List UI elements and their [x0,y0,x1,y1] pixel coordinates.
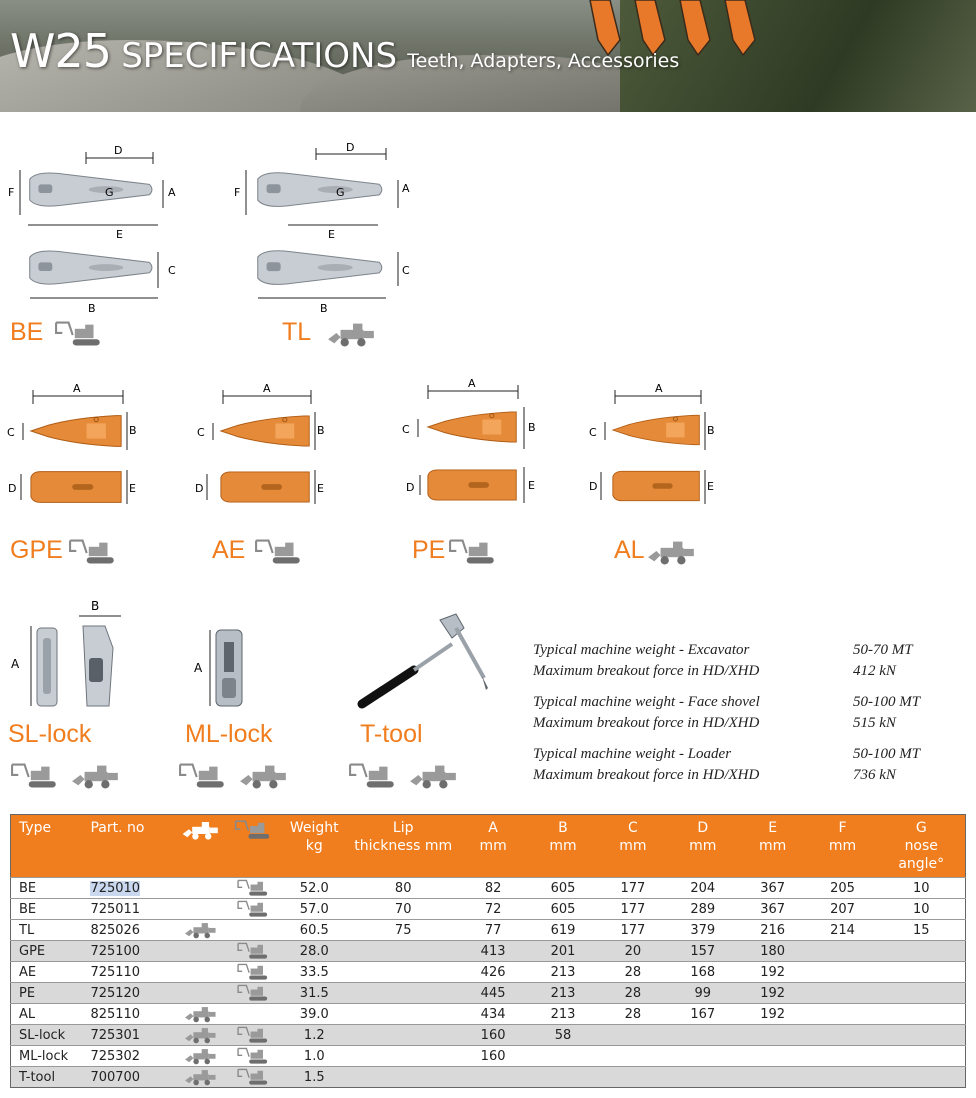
svg-text:A: A [73,382,81,395]
cell-b: 605 [528,899,598,920]
cell-a: 82 [458,878,528,899]
cell-part-no: 725120 [82,983,174,1004]
col-d: D mm [668,815,738,878]
cell-a: 160 [458,1046,528,1067]
cell-b: 58 [528,1025,598,1046]
cell-type: ML-lock [11,1046,83,1067]
spec-value: 736 kN [853,767,896,783]
col-g: G nose angle° [877,815,965,878]
cell-c: 28 [598,962,668,983]
spec-label: Typical machine weight - Face shovel [533,694,760,710]
cell-type: BE [11,899,83,920]
cell-weight: 39.0 [280,1004,348,1025]
cell-a: 426 [458,962,528,983]
excavator-cell [228,1025,280,1046]
cell-lip [348,941,458,962]
cell-f [808,962,878,983]
cell-e: 216 [738,920,808,941]
excavator-icon [235,1026,273,1044]
svg-text:D: D [195,482,204,495]
svg-text:D: D [406,481,415,494]
cell-c [598,1067,668,1088]
excavator-cell [228,941,280,962]
cell-d: 99 [668,983,738,1004]
ae-diagram [193,378,333,508]
cell-lip [348,1046,458,1067]
svg-text:G: G [105,186,114,199]
excavator-icon [10,762,62,790]
svg-text:C: C [402,264,410,277]
loader-icon [182,1026,220,1044]
cell-c: 177 [598,878,668,899]
table-header-row [11,815,966,878]
excavator-cell [228,1067,280,1088]
cell-part-no: 725100 [82,941,174,962]
spec-group-excavator [533,640,953,682]
loader-icon [181,819,221,841]
loader-icon [238,762,290,790]
excavator-icon [235,942,273,960]
excavator-icon [68,538,120,566]
cell-type: BE [11,878,83,899]
col-part-no: Part. no [82,815,174,878]
svg-text:A: A [194,661,203,675]
cell-type: TL [11,920,83,941]
svg-text:E: E [528,479,535,492]
cell-a: 445 [458,983,528,1004]
cell-g: 15 [877,920,965,941]
loader-cell [174,983,228,1004]
cell-c: 177 [598,920,668,941]
be-diagram [8,140,188,315]
spec-label: Maximum breakout force in HD/XHD [533,767,760,783]
cell-g [877,1004,965,1025]
cell-b: 213 [528,1004,598,1025]
cell-a: 72 [458,899,528,920]
col-loader [174,815,228,878]
svg-text:G: G [336,186,345,199]
cell-b: 213 [528,962,598,983]
cell-b: 213 [528,983,598,1004]
cell-a: 160 [458,1025,528,1046]
cell-a: 434 [458,1004,528,1025]
cell-b: 605 [528,878,598,899]
spec-label: Typical machine weight - Excavator [533,642,750,658]
cell-c: 28 [598,1004,668,1025]
cell-d [668,1067,738,1088]
cell-f [808,1025,878,1046]
spec-label: Maximum breakout force in HD/XHD [533,663,760,679]
cell-type: PE [11,983,83,1004]
cell-f [808,983,878,1004]
cell-g [877,1025,965,1046]
machine-specs [533,640,953,796]
spec-value: 515 kN [853,715,896,731]
svg-text:D: D [346,141,355,154]
cell-part-no: 725110 [82,962,174,983]
loader-icon [182,1047,220,1065]
svg-text:F: F [8,186,15,199]
cell-f [808,1004,878,1025]
loader-cell [174,1025,228,1046]
col-f: F mm [808,815,878,878]
excavator-cell [228,920,280,941]
cell-c [598,1025,668,1046]
cell-weight: 31.5 [280,983,348,1004]
excavator-icon [235,984,273,1002]
table-row [11,920,966,941]
excavator-icon [254,538,306,566]
spec-value: 412 kN [853,663,896,679]
t-tool-diagram [352,608,502,713]
cell-weight: 57.0 [280,899,348,920]
svg-text:A: A [468,377,476,390]
cell-g: 10 [877,878,965,899]
cell-g: 10 [877,899,965,920]
cell-lip: 75 [348,920,458,941]
ml-lock-diagram [192,622,262,712]
gpe-label: GPE [10,536,63,564]
svg-text:C: C [168,264,176,277]
svg-text:B: B [91,599,100,613]
cell-weight: 1.2 [280,1025,348,1046]
cell-lip: 70 [348,899,458,920]
svg-text:B: B [317,424,325,437]
cell-g [877,1067,965,1088]
gpe-diagram [5,378,145,508]
svg-text:C: C [402,423,410,436]
svg-text:E: E [317,482,324,495]
cell-part-no: 725011 [82,899,174,920]
tl-label: TL [282,318,312,346]
cell-d: 167 [668,1004,738,1025]
col-type: Type [11,815,83,878]
cell-f [808,1067,878,1088]
cell-a: 77 [458,920,528,941]
cell-f [808,1046,878,1067]
loader-cell [174,962,228,983]
cell-weight: 52.0 [280,878,348,899]
cell-d: 379 [668,920,738,941]
cell-b: 619 [528,920,598,941]
svg-text:E: E [328,228,335,241]
svg-text:B: B [88,302,96,315]
cell-lip [348,1004,458,1025]
cell-d: 289 [668,899,738,920]
cell-e: 192 [738,983,808,1004]
header-banner [0,0,976,112]
loader-cell [174,878,228,899]
cell-f: 214 [808,920,878,941]
cell-b [528,1046,598,1067]
selected-text[interactable]: 725010 [90,880,141,896]
sl-lock-diagram [5,598,135,713]
cell-g [877,1046,965,1067]
col-excavator [228,815,280,878]
cell-c: 177 [598,899,668,920]
table-row [11,878,966,899]
loader-cell [174,1067,228,1088]
loader-cell [174,920,228,941]
cell-part-no: 700700 [82,1067,174,1088]
cell-g [877,941,965,962]
cell-part-no: 725302 [82,1046,174,1067]
cell-lip [348,1067,458,1088]
pe-label: PE [412,536,446,564]
svg-text:D: D [8,482,17,495]
spec-value: 50-70 MT [853,642,913,658]
excavator-icon [235,900,273,918]
cell-weight: 33.5 [280,962,348,983]
table-row [11,899,966,920]
cell-weight: 28.0 [280,941,348,962]
cell-type: GPE [11,941,83,962]
loader-icon [646,538,698,566]
table-row [11,1067,966,1088]
svg-text:E: E [116,228,123,241]
svg-text:A: A [263,382,271,395]
excavator-cell [228,1046,280,1067]
excavator-cell [228,983,280,1004]
loader-icon [408,762,460,790]
excavator-icon [235,1047,273,1065]
excavator-icon [178,762,230,790]
cell-a [458,1067,528,1088]
loader-icon [182,1005,220,1023]
ae-label: AE [212,536,246,564]
svg-text:C: C [589,426,597,439]
cell-d: 204 [668,878,738,899]
cell-lip [348,1025,458,1046]
cell-b: 201 [528,941,598,962]
cell-lip: 80 [348,878,458,899]
col-c: C mm [598,815,668,878]
cell-lip [348,983,458,1004]
cell-part-no: 725301 [82,1025,174,1046]
svg-text:C: C [197,426,205,439]
spec-value: 50-100 MT [853,694,921,710]
cell-c: 28 [598,983,668,1004]
spec-group-loader [533,744,953,786]
loader-cell [174,1046,228,1067]
cell-weight: 60.5 [280,920,348,941]
ml-lock-label: ML-lock [185,720,273,748]
cell-f: 207 [808,899,878,920]
excavator-icon [235,963,273,981]
svg-text:D: D [114,144,123,157]
cell-e: 192 [738,962,808,983]
table-row [11,1004,966,1025]
svg-text:A: A [402,182,410,195]
spec-label: Typical machine weight - Loader [533,746,732,762]
excavator-cell [228,962,280,983]
sl-lock-label: SL-lock [8,720,92,748]
excavator-cell [228,1004,280,1025]
cell-d: 168 [668,962,738,983]
loader-cell [174,899,228,920]
svg-text:B: B [707,424,715,437]
cell-f [808,941,878,962]
cell-d [668,1025,738,1046]
cell-e [738,1046,808,1067]
loader-icon [182,921,220,939]
al-label: AL [614,536,645,564]
spec-group-face-shovel [533,692,953,734]
table-row [11,983,966,1004]
svg-text:A: A [11,657,20,671]
cell-b [528,1067,598,1088]
cell-e [738,1067,808,1088]
svg-text:E: E [129,482,136,495]
svg-text:B: B [528,421,536,434]
cell-e: 180 [738,941,808,962]
t-tool-label: T-tool [360,720,423,748]
cell-c: 20 [598,941,668,962]
col-lip: Lip thickness mm [348,815,458,878]
col-a: A mm [458,815,528,878]
tl-diagram [228,140,418,315]
cell-weight: 1.0 [280,1046,348,1067]
cell-type: AL [11,1004,83,1025]
cell-e: 192 [738,1004,808,1025]
svg-text:E: E [707,480,714,493]
cell-lip [348,962,458,983]
cell-e: 367 [738,899,808,920]
col-weight: Weight kg [280,815,348,878]
table-row [11,941,966,962]
loader-icon [326,320,378,348]
cell-g [877,983,965,1004]
excavator-icon [448,538,500,566]
cell-part-no: 825026 [82,920,174,941]
table-row [11,1025,966,1046]
loader-cell [174,941,228,962]
spec-value: 50-100 MT [853,746,921,762]
cell-type: SL-lock [11,1025,83,1046]
excavator-icon [234,819,274,841]
loader-icon [70,762,122,790]
al-diagram [585,378,725,508]
cell-f: 205 [808,878,878,899]
excavator-icon [348,762,400,790]
svg-text:A: A [655,382,663,395]
excavator-icon [54,320,106,348]
table-row [11,1046,966,1067]
svg-text:A: A [168,186,176,199]
loader-icon [182,1068,220,1086]
table-row [11,962,966,983]
spec-label: Maximum breakout force in HD/XHD [533,715,760,731]
cell-weight: 1.5 [280,1067,348,1088]
col-e: E mm [738,815,808,878]
col-b: B mm [528,815,598,878]
cell-d [668,1046,738,1067]
svg-text:B: B [320,302,328,315]
cell-e [738,1025,808,1046]
excavator-cell [228,899,280,920]
svg-text:F: F [234,186,241,199]
svg-text:D: D [589,480,598,493]
cell-d: 157 [668,941,738,962]
cell-type: AE [11,962,83,983]
spec-table [10,814,966,1088]
page-title: W25 SPECIFICATIONS Teeth, Adapters, Accessories [10,24,680,78]
cell-part-no: 825110 [82,1004,174,1025]
cell-a: 413 [458,941,528,962]
excavator-icon [235,1068,273,1086]
loader-cell [174,1004,228,1025]
cell-part-no [82,878,174,899]
be-label: BE [10,318,44,346]
excavator-icon [235,879,273,897]
excavator-cell [228,878,280,899]
svg-text:B: B [129,424,137,437]
pe-diagram [398,375,548,510]
cell-type: T-tool [11,1067,83,1088]
cell-g [877,962,965,983]
cell-c [598,1046,668,1067]
svg-text:C: C [7,426,15,439]
cell-e: 367 [738,878,808,899]
